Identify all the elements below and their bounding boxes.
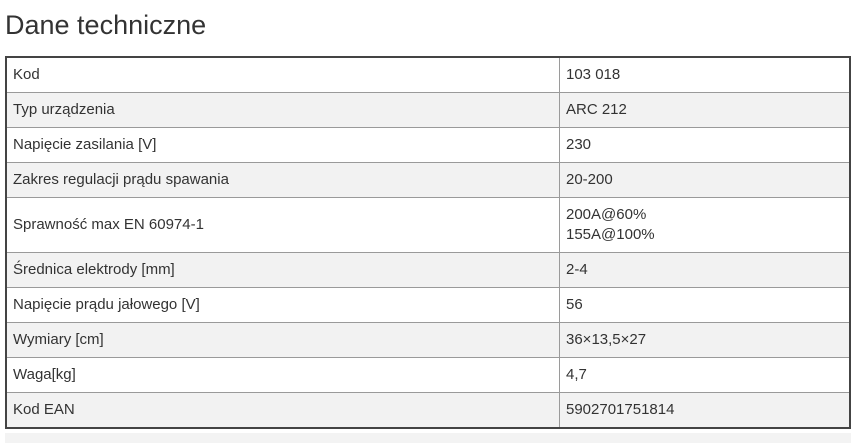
spec-value-line: 5902701751814 bbox=[566, 401, 675, 418]
spec-value-line: 230 bbox=[566, 136, 592, 153]
spec-value-dimensions bbox=[560, 323, 851, 358]
spec-label-supply-voltage: Napięcie zasilania [V] bbox=[6, 128, 560, 163]
spec-label-current-range: Zakres regulacji prądu spawania bbox=[6, 163, 560, 198]
table-row bbox=[6, 253, 850, 288]
spec-table bbox=[5, 56, 851, 429]
spec-value-line: 56 bbox=[566, 296, 583, 313]
spec-value-line: 155A@100% bbox=[566, 226, 655, 243]
spec-value-weight bbox=[560, 358, 851, 393]
table-row bbox=[6, 163, 850, 198]
spec-value-line: ARC 212 bbox=[566, 101, 627, 118]
spec-value-ean bbox=[560, 393, 851, 429]
table-row bbox=[6, 128, 850, 163]
spec-value-supply-voltage bbox=[560, 128, 851, 163]
spec-value-code bbox=[560, 57, 851, 93]
spec-value-line: 2-4 bbox=[566, 261, 588, 278]
spec-table-body bbox=[6, 57, 850, 428]
spec-value-open-circuit-voltage bbox=[560, 288, 851, 323]
spec-label-code: Kod bbox=[6, 57, 560, 93]
spec-value-electrode-diameter bbox=[560, 253, 851, 288]
table-row bbox=[6, 57, 850, 93]
bottom-divider bbox=[5, 433, 851, 443]
spec-label-device-type: Typ urządzenia bbox=[6, 93, 560, 128]
spec-label-open-circuit-voltage: Napięcie prądu jałowego [V] bbox=[6, 288, 560, 323]
spec-label-ean: Kod EAN bbox=[6, 393, 560, 429]
section-title: Dane techniczne bbox=[5, 10, 207, 40]
table-row bbox=[6, 93, 850, 128]
spec-value-line: 36×13,5×27 bbox=[566, 331, 647, 348]
table-row bbox=[6, 358, 850, 393]
table-row bbox=[6, 393, 850, 429]
table-row bbox=[6, 288, 850, 323]
table-row bbox=[6, 323, 850, 358]
spec-value-line: 4,7 bbox=[566, 366, 587, 383]
spec-value-device-type bbox=[560, 93, 851, 128]
spec-value-line: 103 018 bbox=[566, 66, 621, 83]
spec-label-dimensions: Wymiary [cm] bbox=[6, 323, 560, 358]
table-row bbox=[6, 198, 850, 253]
spec-label-weight: Waga[kg] bbox=[6, 358, 560, 393]
spec-value-line: 200A@60% bbox=[566, 206, 647, 223]
spec-value-duty-cycle bbox=[560, 198, 851, 253]
spec-label-electrode-diameter: Średnica elektrody [mm] bbox=[6, 253, 560, 288]
spec-value-line: 20-200 bbox=[566, 171, 613, 188]
spec-label-duty-cycle: Sprawność max EN 60974-1 bbox=[6, 198, 560, 253]
spec-value-current-range bbox=[560, 163, 851, 198]
